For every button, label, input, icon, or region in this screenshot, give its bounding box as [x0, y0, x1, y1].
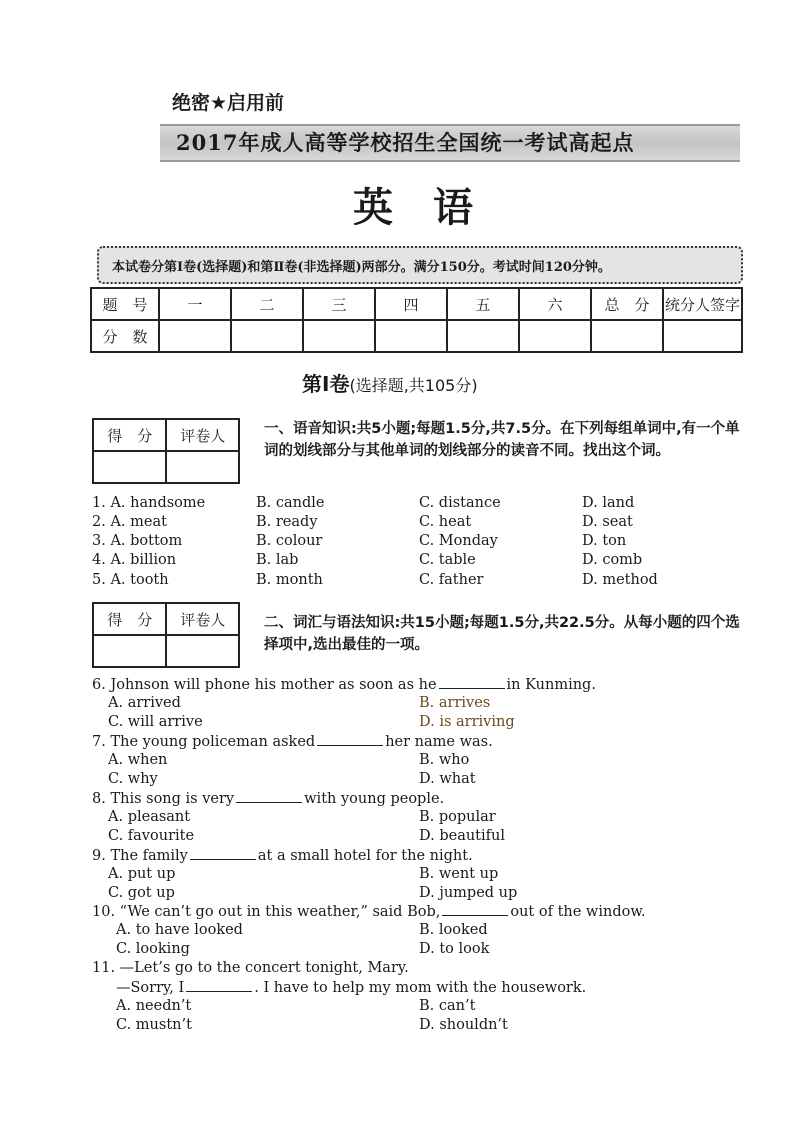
score-cell — [519, 320, 591, 352]
score-cell — [375, 320, 447, 352]
option: C. mustn’t — [116, 1017, 192, 1033]
option: D. beautiful — [419, 828, 505, 844]
grader-box-1 — [92, 418, 240, 484]
option: B. looked — [419, 922, 488, 938]
question-stem: —Sorry, I . I have to help my mom with the housework. — [116, 980, 587, 996]
option: D. shouldn’t — [419, 1017, 508, 1033]
option: B. lab — [256, 552, 299, 568]
option: D. ton — [582, 533, 627, 549]
option: C. favourite — [108, 828, 195, 844]
option: C. father — [419, 572, 484, 588]
section1-heading: 一、语音知识:共5小题;每题1.5分,共7.5分。在下列每组单词中,有一个单词的划线部分与其他单词的划线部分的读音不同。找出这个词。 — [264, 421, 740, 459]
grader-cell — [93, 451, 166, 483]
option: B. ready — [256, 514, 318, 530]
score-header: 四 — [375, 288, 447, 320]
option: 4. A. billion — [92, 552, 177, 568]
score-cell — [231, 320, 303, 352]
score-header: 一 — [159, 288, 231, 320]
option: B. who — [419, 752, 470, 768]
score-header: 统分人签字 — [663, 288, 742, 320]
score-header: 五 — [447, 288, 519, 320]
score-cell — [591, 320, 663, 352]
grader-reviewer-label: 评卷人 — [166, 603, 239, 635]
score-header: 三 — [303, 288, 375, 320]
option: D. what — [419, 771, 476, 787]
option: A. needn’t — [116, 998, 192, 1014]
answer-blank — [190, 847, 256, 860]
score-header: 题 号 — [91, 288, 159, 320]
answer-blank — [439, 676, 505, 689]
option: D. land — [582, 495, 635, 511]
option: A. put up — [108, 866, 176, 882]
option: C. will arrive — [108, 714, 203, 730]
subject-title: 英语 — [353, 185, 513, 231]
score-row-label: 分 数 — [91, 320, 159, 352]
option: C. why — [108, 771, 158, 787]
option: B. went up — [419, 866, 499, 882]
option: C. got up — [108, 885, 175, 901]
option: C. table — [419, 552, 476, 568]
option: C. Monday — [419, 533, 498, 549]
option: D. is arriving — [419, 714, 515, 730]
option: B. colour — [256, 533, 323, 549]
question-stem: 9. The family at a small hotel for the night. — [92, 848, 473, 864]
score-header: 总 分 — [591, 288, 663, 320]
answer-blank — [317, 733, 383, 746]
option: B. month — [256, 572, 323, 588]
option: A. pleasant — [108, 809, 191, 825]
option: D. to look — [419, 941, 490, 957]
option: B. candle — [256, 495, 325, 511]
grader-cell — [166, 451, 239, 483]
grader-cell — [166, 635, 239, 667]
grader-reviewer-label: 评卷人 — [166, 419, 239, 451]
score-header: 二 — [231, 288, 303, 320]
option: 2. A. meat — [92, 514, 167, 530]
score-cell — [159, 320, 231, 352]
score-header: 六 — [519, 288, 591, 320]
option: C. heat — [419, 514, 472, 530]
confidential-label: 绝密★启用前 — [172, 92, 285, 114]
option: 5. A. tooth — [92, 572, 169, 588]
exam-title: 2017年成人高等学校招生全国统一考试高起点 — [176, 130, 635, 155]
option: B. can’t — [419, 998, 476, 1014]
option: A. to have looked — [116, 922, 243, 938]
question-stem: 6. Johnson will phone his mother as soon as he in Kunming. — [92, 677, 596, 693]
grader-score-label: 得 分 — [93, 603, 166, 635]
answer-blank — [186, 979, 252, 992]
question-stem: 7. The young policeman asked her name was. — [92, 734, 493, 750]
grader-box-2 — [92, 602, 240, 668]
score-cell — [447, 320, 519, 352]
option: B. arrives — [419, 695, 491, 711]
part-title: 第Ⅰ卷(选择题,共105分) — [302, 372, 478, 396]
notice-text: 本试卷分第Ⅰ卷(选择题)和第Ⅱ卷(非选择题)两部分。满分150分。考试时间120分钟。 — [112, 260, 611, 275]
option: A. when — [108, 752, 168, 768]
option: D. method — [582, 572, 658, 588]
option: 1. A. handsome — [92, 495, 206, 511]
option: A. arrived — [108, 695, 181, 711]
section2-heading: 二、词汇与语法知识:共15小题;每题1.5分,共22.5分。从每小题的四个选择项中,选出最佳的一项。 — [264, 615, 740, 653]
option: C. distance — [419, 495, 501, 511]
option: D. seat — [582, 514, 633, 530]
option: B. popular — [419, 809, 496, 825]
answer-blank — [442, 903, 508, 916]
question-stem: 8. This song is very with young people. — [92, 791, 445, 807]
question-stem: 10. “We can’t go out in this weather,” said Bob, out of the window. — [92, 904, 646, 920]
option: D. comb — [582, 552, 643, 568]
score-cell — [663, 320, 742, 352]
option: C. looking — [116, 941, 190, 957]
score-cell — [303, 320, 375, 352]
score-table — [90, 287, 743, 353]
grader-cell — [93, 635, 166, 667]
question-stem: 11. —Let’s go to the concert tonight, Mary. — [92, 960, 409, 976]
grader-score-label: 得 分 — [93, 419, 166, 451]
option: D. jumped up — [419, 885, 518, 901]
option: 3. A. bottom — [92, 533, 183, 549]
answer-blank — [236, 790, 302, 803]
